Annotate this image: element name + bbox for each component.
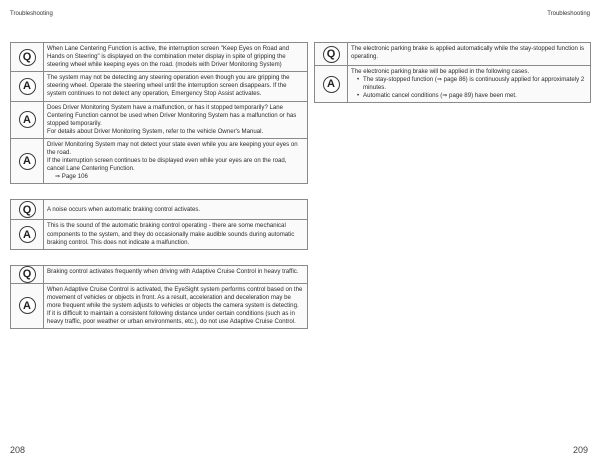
answer-row — [11, 71, 307, 100]
answer-icon: A — [19, 153, 36, 170]
answer-text: When Adaptive Cruise Control is activated, the EyeSight system performs control based on the movement of vehicles or objects in front. As a result, acceleration and deceleration may be more frequent while the system adjusts to vehicles or objects the camera system is detecting. If it is difficult to maintain a consistent following distance under certain conditions (such as in heavy traffic, poor weather or urban environments, etc.), do not use Adaptive Cruise Control. — [47, 285, 303, 326]
answer-icon: A — [19, 78, 36, 95]
question-icon: Q — [323, 46, 340, 63]
question-text: When Lane Centering Function is active, the interruption screen "Keep Eyes on Road and Hands on Steering" is displayed on the combination meter display in spite of gripping the steering wheel while keeping eyes on the road. (models with Driver Monitoring System) — [47, 45, 289, 69]
qa-box-braking-noise — [10, 199, 308, 249]
question-row — [11, 266, 307, 283]
answer-icon: A — [323, 76, 340, 93]
list-item: • Automatic cancel conditions (⇒ page 89) have been met. — [358, 92, 586, 100]
page-reference: ⇒ Page 106 — [55, 173, 88, 181]
question-text: A noise occurs when automatic braking control activates. — [47, 205, 201, 213]
page-number-left: 208 — [10, 445, 26, 455]
right-column — [314, 42, 591, 118]
answer-text: The electronic parking brake will be applied in the following cases. — [351, 68, 530, 75]
qa-box-lane-centering — [10, 42, 308, 184]
answer-row — [11, 283, 307, 328]
page-number-right: 209 — [572, 445, 588, 455]
question-icon: Q — [19, 49, 36, 66]
header-right: Troubleshooting — [547, 11, 590, 17]
question-icon: Q — [19, 266, 36, 283]
answer-text: Driver Monitoring System may not detect your state even while you are keeping your eyes on the road. — [47, 140, 298, 157]
answer-icon: A — [19, 297, 36, 314]
left-column — [10, 42, 308, 344]
question-row — [11, 43, 307, 71]
answer-text: If the interruption screen continues to be displayed even while your eyes are on the road, cancel Lane Centering Function. — [47, 157, 287, 173]
list-item: • The stay-stopped function (⇒ page 86) is continuously applied for approximately 2 minutes. — [358, 76, 586, 92]
answer-text: Does Driver Monitoring System have a malfunction, or has it stopped temporarily? Lane Centering Function cannot be used when Driver Monitoring System has a malfunction or has stopped temporarily. — [47, 103, 297, 127]
answer-row — [11, 138, 307, 183]
answer-row — [11, 101, 307, 138]
answer-text: This is the sound of the automatic braking control operating - there are some mechanical components to the system, and they do occasionally make audible sounds during automatic braking control. This does not indicate a malfunction. — [47, 222, 295, 246]
question-text: The electronic parking brake is applied automatically while the stay-stopped function is operating. — [351, 45, 585, 61]
answer-text: The system may not be detecting any steering operation even though you are gripping the steering wheel. Operate the steering wheel until the interruption screen disappears. If the system continues to not detect any operation, Emergency Stop Assist activates. — [47, 74, 290, 98]
answer-icon: A — [19, 111, 36, 128]
question-row — [315, 43, 590, 65]
answer-bullet-list — [351, 76, 586, 100]
question-row — [11, 200, 307, 219]
qa-box-adaptive-cruise — [10, 265, 308, 329]
answer-row — [11, 219, 307, 248]
answer-row — [315, 65, 590, 102]
question-icon: Q — [19, 201, 36, 218]
question-text: Braking control activates frequently when driving with Adaptive Cruise Control in heavy traffic. — [47, 267, 299, 275]
qa-box-parking-brake — [314, 42, 591, 103]
answer-text: For details about Driver Monitoring System, refer to the vehicle Owner's Manual. — [47, 127, 264, 135]
answer-icon: A — [19, 226, 36, 243]
header-left: Troubleshooting — [10, 11, 53, 17]
